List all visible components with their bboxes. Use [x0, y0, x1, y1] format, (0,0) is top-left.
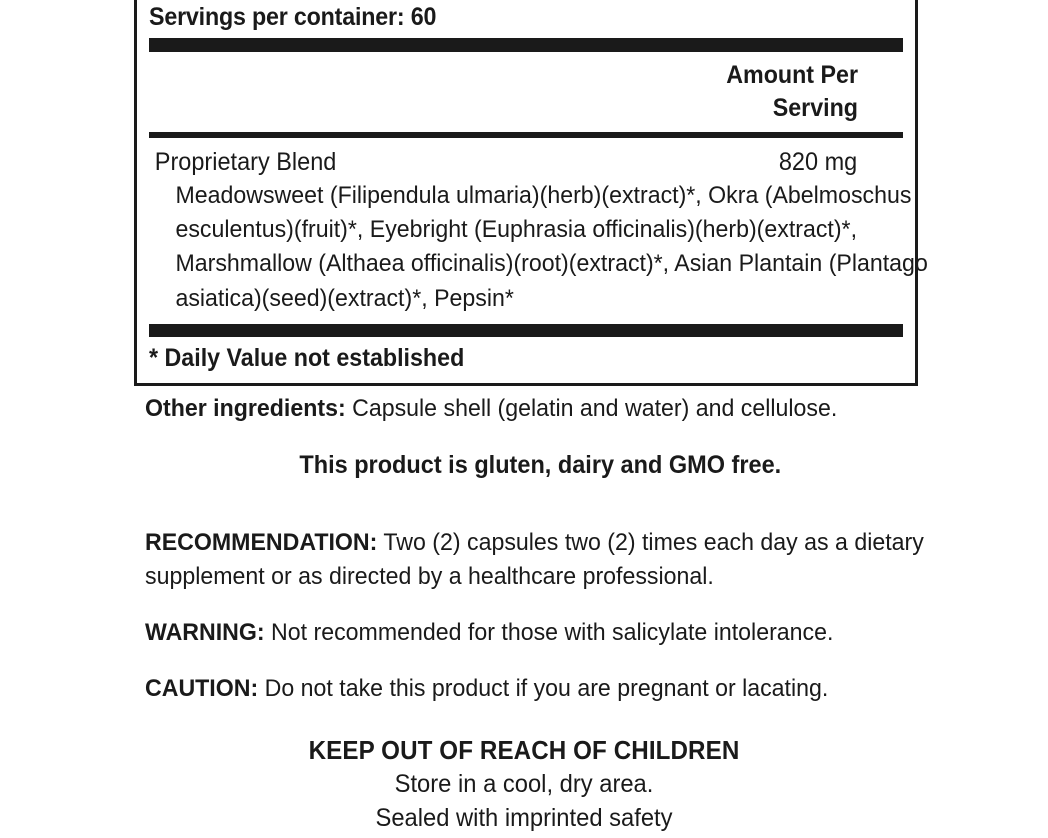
caution-label: CAUTION:	[145, 675, 259, 702]
proprietary-blend-ingredients: Meadowsweet (Filipendula ulmaria)(herb)(extract)*, Okra (Abelmoschus esculentus)(fruit)*, Eyebright (Euphrasia officinalis)(herb)(extract)*, Marshmallow (Althaea officinalis)(root)(extract)*, Asian Plantain (Plantago asiatica)(seed)(extract)*, Pepsin*	[175, 182, 928, 312]
proprietary-blend-row	[149, 138, 903, 179]
storage-line: Store in a cool, dry area.	[394, 770, 654, 798]
caution-text: Do not take this product if you are pregnant or lacating.	[258, 675, 829, 702]
amount-per-serving-line1: Amount Per	[726, 61, 858, 89]
warning-paragraph	[145, 616, 935, 650]
proprietary-blend-name: Proprietary Blend	[154, 148, 337, 176]
recommendation-paragraph	[145, 526, 935, 594]
servings-per-container-line: Servings per container: 60	[149, 3, 437, 31]
other-ingredients-paragraph	[145, 392, 935, 426]
other-ingredients-label: Other ingredients:	[145, 395, 346, 422]
seal-line: Sealed with imprinted safety	[375, 804, 673, 832]
keep-out-of-reach-heading: KEEP OUT OF REACH OF CHILDREN	[308, 735, 740, 765]
warning-text: Not recommended for those with salicylate intolerance.	[264, 619, 834, 646]
proprietary-blend-amount: 820 mg	[778, 148, 857, 176]
other-ingredients-text: Capsule shell (gelatin and water) and cellulose.	[345, 395, 838, 422]
supplement-facts-panel	[134, 0, 928, 386]
label-footer	[0, 733, 1048, 835]
daily-value-footnote: * Daily Value not established	[149, 343, 465, 372]
recommendation-label: RECOMMENDATION:	[145, 529, 378, 556]
caution-paragraph	[145, 672, 935, 706]
amount-per-serving-header	[149, 52, 903, 132]
amount-per-serving-line2: Serving	[772, 94, 858, 122]
free-from-statement: This product is gluten, dairy and GMO free.	[299, 451, 781, 479]
recommendation-text: Two (2) capsules two (2) times each day as a dietary supplement or as directed by a healthcare professional.	[145, 529, 924, 590]
label-body-text	[145, 392, 935, 706]
warning-label: WARNING:	[145, 619, 265, 646]
panel-rule-thick-bottom	[149, 324, 903, 337]
panel-rule-thick-top	[149, 38, 903, 52]
